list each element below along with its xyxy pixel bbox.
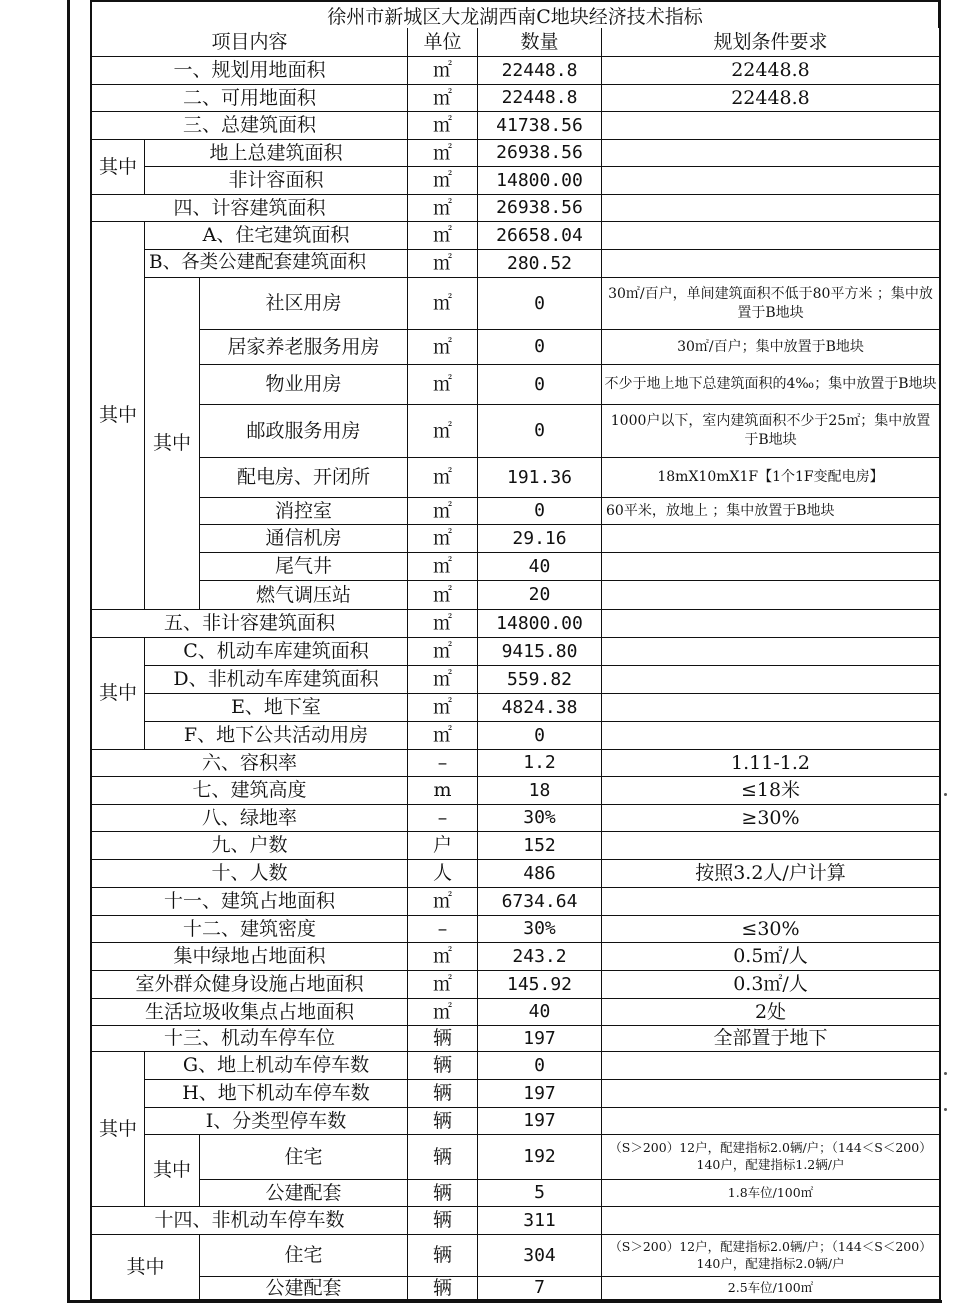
header-qty-cell: 数量 bbox=[478, 28, 602, 57]
row-item-cell: D、非机动车库建筑面积 bbox=[145, 666, 408, 694]
row-item-cell: 九、户数 bbox=[90, 832, 408, 860]
sheet-bottom-border bbox=[67, 1300, 942, 1303]
row-qty-cell: 191.36 bbox=[478, 458, 602, 498]
row-unit-cell: ㎡ bbox=[408, 85, 478, 112]
row-qty-cell: 559.82 bbox=[478, 666, 602, 694]
row-req-cell: ≤30% bbox=[602, 916, 940, 943]
row-unit-cell: 辆 bbox=[408, 1052, 478, 1080]
row-item-cell: 八、绿地率 bbox=[90, 805, 408, 832]
row-qty-cell: 152 bbox=[478, 832, 602, 860]
row-req-cell: 2处 bbox=[602, 999, 940, 1026]
row-unit-cell: ㎡ bbox=[408, 999, 478, 1026]
row-qty-cell: 40 bbox=[478, 553, 602, 581]
row-unit-cell: m bbox=[408, 777, 478, 805]
row-unit-cell: 辆 bbox=[408, 1108, 478, 1135]
row-item-cell: 二、可用地面积 bbox=[90, 85, 408, 112]
row-req-cell: ≥30% bbox=[602, 805, 940, 832]
row-qty-cell: 6734.64 bbox=[478, 888, 602, 916]
row-item-cell: 生活垃圾收集点占地面积 bbox=[90, 999, 408, 1026]
row-qty-cell: 486 bbox=[478, 860, 602, 888]
row-unit-cell: ㎡ bbox=[408, 57, 478, 85]
row-qty-cell: 243.2 bbox=[478, 943, 602, 971]
row-unit-cell: ㎡ bbox=[408, 405, 478, 458]
row-qty-cell: 4824.38 bbox=[478, 694, 602, 722]
row-qty-cell: 197 bbox=[478, 1080, 602, 1108]
row-req-cell bbox=[602, 666, 940, 694]
row-qty-cell: 30% bbox=[478, 916, 602, 943]
row-item-cell: 十一、建筑占地面积 bbox=[90, 888, 408, 916]
row-unit-cell: ㎡ bbox=[408, 250, 478, 278]
row-item-cell: 住宅 bbox=[200, 1135, 408, 1180]
row-req-cell: 60平米，放地上 ；集中放置于B地块 bbox=[602, 498, 940, 525]
header-req-cell: 规划条件要求 bbox=[602, 28, 940, 57]
group-label-qizhong: 其中 bbox=[90, 222, 145, 610]
scan-dot bbox=[944, 1072, 947, 1075]
row-item-cell: 消控室 bbox=[200, 498, 408, 525]
row-qty-cell: 40 bbox=[478, 999, 602, 1026]
row-item-cell: I、分类型停车数 bbox=[145, 1108, 408, 1135]
row-unit-cell: 辆 bbox=[408, 1277, 478, 1300]
row-unit-cell: ㎡ bbox=[408, 140, 478, 167]
row-qty-cell: 0 bbox=[478, 722, 602, 750]
row-unit-cell: ㎡ bbox=[408, 222, 478, 250]
row-req-cell bbox=[602, 140, 940, 167]
row-req-cell bbox=[602, 222, 940, 250]
scan-dot bbox=[944, 1108, 947, 1111]
row-item-cell: 四、计容建筑面积 bbox=[90, 195, 408, 222]
row-req-cell: 1.11-1.2 bbox=[602, 750, 940, 777]
row-req-cell bbox=[602, 832, 940, 860]
group-label-qizhong: 其中 bbox=[90, 1052, 145, 1207]
row-req-cell bbox=[602, 610, 940, 638]
row-req-cell: （S＞200）12户，配建指标2.0辆/户；（144＜S＜200）140户，配建指标1.2辆/户 bbox=[602, 1135, 940, 1180]
row-unit-cell: ㎡ bbox=[408, 525, 478, 553]
row-item-cell: 室外群众健身设施占地面积 bbox=[90, 971, 408, 999]
row-item-cell: 十三、机动车停车位 bbox=[90, 1026, 408, 1052]
row-req-cell: 2.5车位/100㎡ bbox=[602, 1277, 940, 1300]
row-qty-cell: 280.52 bbox=[478, 250, 602, 278]
row-item-cell: H、地下机动车停车数 bbox=[145, 1080, 408, 1108]
row-item-cell: 七、建筑高度 bbox=[90, 777, 408, 805]
row-qty-cell: 5 bbox=[478, 1180, 602, 1207]
header-unit-cell: 单位 bbox=[408, 28, 478, 57]
row-qty-cell: 304 bbox=[478, 1235, 602, 1277]
row-unit-cell: ㎡ bbox=[408, 722, 478, 750]
row-item-cell: 社区用房 bbox=[200, 278, 408, 330]
row-qty-cell: 145.92 bbox=[478, 971, 602, 999]
row-req-cell: 0.5㎡/人 bbox=[602, 943, 940, 971]
row-item-cell: 十二、建筑密度 bbox=[90, 916, 408, 943]
row-unit-cell: 户 bbox=[408, 832, 478, 860]
row-qty-cell: 20 bbox=[478, 581, 602, 610]
row-qty-cell: 1.2 bbox=[478, 750, 602, 777]
row-qty-cell: 14800.00 bbox=[478, 167, 602, 195]
row-req-cell bbox=[602, 1080, 940, 1108]
row-qty-cell: 7 bbox=[478, 1277, 602, 1300]
row-qty-cell: 0 bbox=[478, 405, 602, 458]
row-unit-cell: ㎡ bbox=[408, 666, 478, 694]
row-item-cell: 住宅 bbox=[200, 1235, 408, 1277]
row-req-cell bbox=[602, 722, 940, 750]
row-req-cell: 不少于地上地下总建筑面积的4‰；集中放置于B地块 bbox=[602, 365, 940, 405]
row-qty-cell: 0 bbox=[478, 498, 602, 525]
row-req-cell bbox=[602, 888, 940, 916]
row-unit-cell: ㎡ bbox=[408, 971, 478, 999]
row-item-cell: B、各类公建配套建筑面积 bbox=[145, 250, 408, 278]
row-item-cell: G、地上机动车停车数 bbox=[145, 1052, 408, 1080]
row-unit-cell: 人 bbox=[408, 860, 478, 888]
row-qty-cell: 0 bbox=[478, 365, 602, 405]
row-item-cell: 五、非计容建筑面积 bbox=[90, 610, 408, 638]
row-qty-cell: 30% bbox=[478, 805, 602, 832]
row-unit-cell: 辆 bbox=[408, 1180, 478, 1207]
header-item-cell: 项目内容 bbox=[90, 28, 408, 57]
row-req-cell bbox=[602, 1207, 940, 1235]
row-qty-cell: 197 bbox=[478, 1108, 602, 1135]
row-qty-cell: 29.16 bbox=[478, 525, 602, 553]
row-unit-cell: ㎡ bbox=[408, 498, 478, 525]
row-unit-cell: ㎡ bbox=[408, 943, 478, 971]
row-qty-cell: 26938.56 bbox=[478, 140, 602, 167]
row-req-cell: 1000户以下，室内建筑面积不少于25㎡；集中放置于B地块 bbox=[602, 405, 940, 458]
row-item-cell: 非计容面积 bbox=[145, 167, 408, 195]
row-unit-cell: ㎡ bbox=[408, 638, 478, 666]
row-unit-cell: 辆 bbox=[408, 1080, 478, 1108]
row-item-cell: C、机动车库建筑面积 bbox=[145, 638, 408, 666]
group-label-qizhong: 其中 bbox=[145, 1135, 200, 1207]
row-qty-cell: 197 bbox=[478, 1026, 602, 1052]
row-item-cell: 通信机房 bbox=[200, 525, 408, 553]
group-label-qizhong: 其中 bbox=[145, 278, 200, 610]
row-req-cell: 全部置于地下 bbox=[602, 1026, 940, 1052]
row-qty-cell: 311 bbox=[478, 1207, 602, 1235]
row-unit-cell: ㎡ bbox=[408, 365, 478, 405]
row-req-cell bbox=[602, 1052, 940, 1080]
row-req-cell: 1.8车位/100㎡ bbox=[602, 1180, 940, 1207]
row-req-cell: 22448.8 bbox=[602, 57, 940, 85]
scan-dot bbox=[944, 793, 947, 796]
row-req-cell bbox=[602, 250, 940, 278]
row-req-cell: 18mX10mX1F【1个1F变配电房】 bbox=[602, 458, 940, 498]
row-item-cell: F、地下公共活动用房 bbox=[145, 722, 408, 750]
row-unit-cell: ㎡ bbox=[408, 581, 478, 610]
row-unit-cell: ㎡ bbox=[408, 112, 478, 140]
row-item-cell: A、住宅建筑面积 bbox=[145, 222, 408, 250]
row-item-cell: 物业用房 bbox=[200, 365, 408, 405]
row-qty-cell: 0 bbox=[478, 1052, 602, 1080]
row-req-cell bbox=[602, 553, 940, 581]
row-unit-cell: – bbox=[408, 750, 478, 777]
row-unit-cell: ㎡ bbox=[408, 330, 478, 365]
row-item-cell: 集中绿地占地面积 bbox=[90, 943, 408, 971]
row-unit-cell: ㎡ bbox=[408, 610, 478, 638]
row-qty-cell: 22448.8 bbox=[478, 57, 602, 85]
row-unit-cell: ㎡ bbox=[408, 888, 478, 916]
row-req-cell: ≤18米 bbox=[602, 777, 940, 805]
row-req-cell bbox=[602, 195, 940, 222]
row-item-cell: 十四、非机动车停车数 bbox=[90, 1207, 408, 1235]
row-req-cell: 30㎡/百户；集中放置于B地块 bbox=[602, 330, 940, 365]
row-unit-cell: 辆 bbox=[408, 1235, 478, 1277]
row-item-cell: 一、规划用地面积 bbox=[90, 57, 408, 85]
row-unit-cell: 辆 bbox=[408, 1135, 478, 1180]
row-item-cell: 公建配套 bbox=[200, 1277, 408, 1300]
row-item-cell: 尾气井 bbox=[200, 553, 408, 581]
row-unit-cell: ㎡ bbox=[408, 694, 478, 722]
row-unit-cell: 辆 bbox=[408, 1207, 478, 1235]
row-item-cell: 邮政服务用房 bbox=[200, 405, 408, 458]
row-qty-cell: 22448.8 bbox=[478, 85, 602, 112]
row-req-cell bbox=[602, 638, 940, 666]
row-qty-cell: 26938.56 bbox=[478, 195, 602, 222]
row-qty-cell: 26658.04 bbox=[478, 222, 602, 250]
row-item-cell: 地上总建筑面积 bbox=[145, 140, 408, 167]
group-label-qizhong: 其中 bbox=[90, 638, 145, 750]
row-qty-cell: 9415.80 bbox=[478, 638, 602, 666]
row-req-cell bbox=[602, 1108, 940, 1135]
row-unit-cell: – bbox=[408, 916, 478, 943]
row-unit-cell: ㎡ bbox=[408, 195, 478, 222]
row-unit-cell: ㎡ bbox=[408, 553, 478, 581]
row-req-cell bbox=[602, 581, 940, 610]
row-req-cell: （S＞200）12户，配建指标2.0辆/户；（144＜S＜200）140户，配建指标2.0辆/户 bbox=[602, 1235, 940, 1277]
row-req-cell bbox=[602, 694, 940, 722]
row-req-cell bbox=[602, 112, 940, 140]
row-req-cell: 22448.8 bbox=[602, 85, 940, 112]
row-req-cell bbox=[602, 525, 940, 553]
row-req-cell: 按照3.2人/户计算 bbox=[602, 860, 940, 888]
row-item-cell: 十、人数 bbox=[90, 860, 408, 888]
group-label-qizhong: 其中 bbox=[90, 140, 145, 195]
row-qty-cell: 192 bbox=[478, 1135, 602, 1180]
row-req-cell: 30㎡/百户，单间建筑面积不低于80平方米 ；集中放置于B地块 bbox=[602, 278, 940, 330]
row-item-cell: E、地下室 bbox=[145, 694, 408, 722]
row-qty-cell: 0 bbox=[478, 330, 602, 365]
row-item-cell: 配电房、开闭所 bbox=[200, 458, 408, 498]
row-req-cell: 0.3㎡/人 bbox=[602, 971, 940, 999]
group-label-qizhong: 其中 bbox=[90, 1235, 200, 1300]
row-unit-cell: 辆 bbox=[408, 1026, 478, 1052]
row-req-cell bbox=[602, 167, 940, 195]
row-qty-cell: 14800.00 bbox=[478, 610, 602, 638]
row-item-cell: 公建配套 bbox=[200, 1180, 408, 1207]
table-title: 徐州市新城区大龙湖西南C地块经济技术指标 bbox=[90, 0, 940, 28]
row-item-cell: 燃气调压站 bbox=[200, 581, 408, 610]
row-qty-cell: 41738.56 bbox=[478, 112, 602, 140]
row-item-cell: 居家养老服务用房 bbox=[200, 330, 408, 365]
row-unit-cell: ㎡ bbox=[408, 278, 478, 330]
row-item-cell: 三、总建筑面积 bbox=[90, 112, 408, 140]
row-unit-cell: ㎡ bbox=[408, 458, 478, 498]
row-unit-cell: – bbox=[408, 805, 478, 832]
row-qty-cell: 18 bbox=[478, 777, 602, 805]
row-qty-cell: 0 bbox=[478, 278, 602, 330]
sheet-left-border bbox=[67, 0, 70, 1300]
row-unit-cell: ㎡ bbox=[408, 167, 478, 195]
row-item-cell: 六、容积率 bbox=[90, 750, 408, 777]
